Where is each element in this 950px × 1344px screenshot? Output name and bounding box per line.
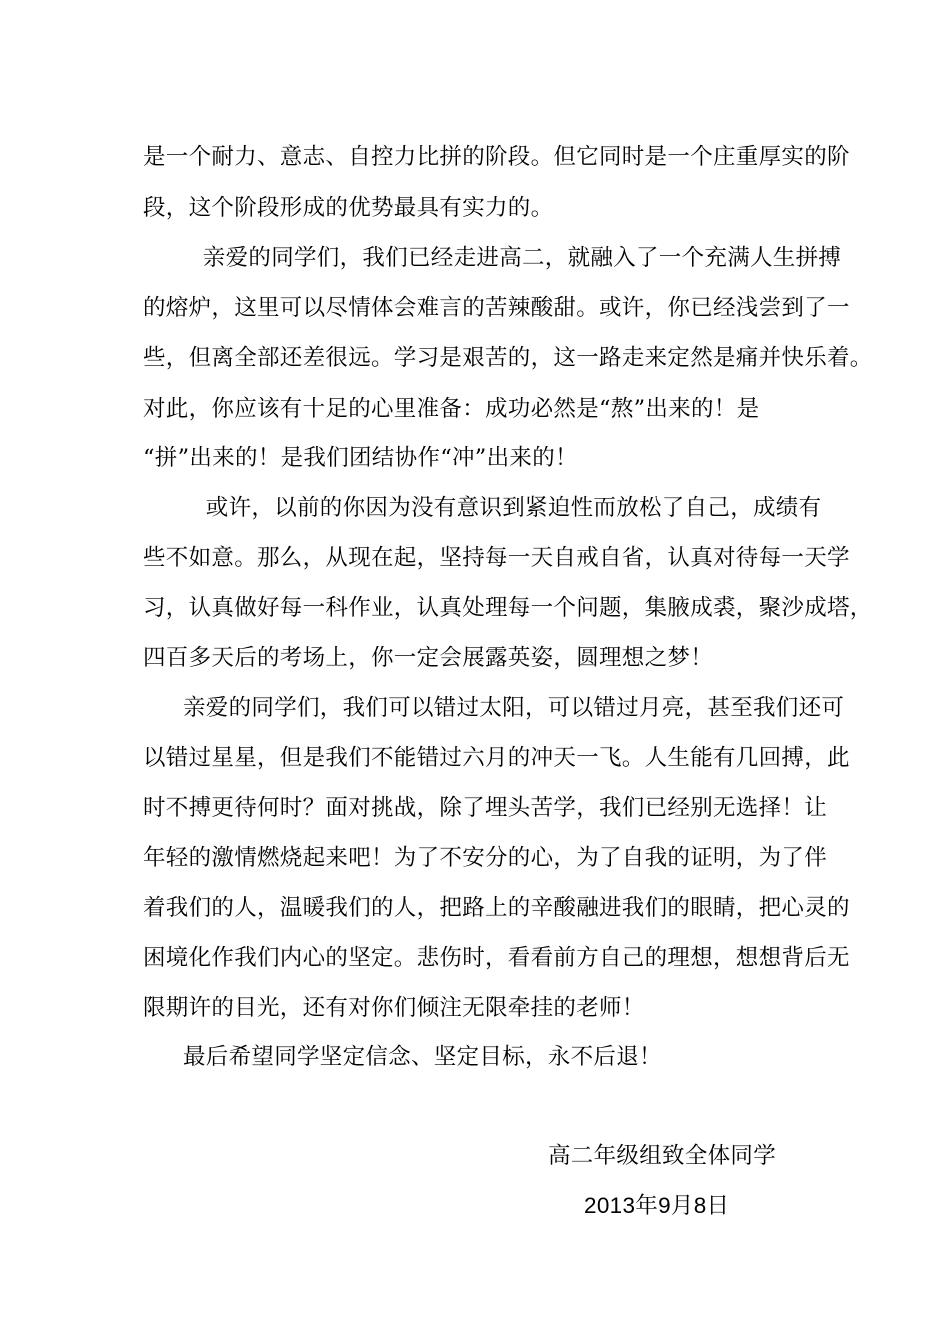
body-line-16: 着我们的人，温暖我们的人，把路上的辛酸融进我们的眼睛，把心灵的	[143, 895, 850, 921]
body-line-18: 限期许的目光，还有对你们倾注无限牵挂的老师！	[143, 995, 645, 1021]
body-line-17: 困境化作我们内心的坚定。悲伤时，看看前方自己的理想，想想背后无	[143, 945, 850, 971]
body-line-9: 些不如意。那么，从现在起，坚持每一天自戒自省，认真对待每一天学	[143, 545, 850, 571]
date-year-unit: 年	[635, 1193, 659, 1219]
body-line-6: 对此，你应该有十足的心里准备：成功必然是“熬”出来的！是	[143, 396, 760, 422]
date-month: 9	[658, 1193, 671, 1218]
date-day-unit: 日	[706, 1193, 730, 1219]
body-line-7: “拼”出来的！是我们团结协作“冲”出来的！	[143, 445, 578, 471]
body-line-14: 时不搏更待何时？面对挑战，除了埋头苦学，我们已经别无选择！让	[143, 795, 828, 821]
body-line-5: 些，但离全部还差很远。学习是艰苦的，这一路走来定然是痛并快乐着。	[143, 345, 873, 371]
body-line-8: 或许，以前的你因为没有意识到紧迫性而放松了自己，成绩有	[183, 495, 822, 521]
body-line-3: 亲爱的同学们，我们已经走进高二，就融入了一个充满人生拼搏	[180, 245, 842, 271]
date	[584, 1191, 814, 1221]
date-day: 8	[693, 1193, 707, 1218]
date-year: 2013	[584, 1193, 636, 1218]
body-line-15: 年轻的激情燃烧起来吧！为了不安分的心，为了自我的证明，为了伴	[143, 845, 828, 871]
signature: 高二年级组致全体同学	[548, 1143, 777, 1169]
body-line-2: 段，这个阶段形成的优势最具有实力的。	[143, 195, 554, 221]
body-line-12: 亲爱的同学们，我们可以错过太阳，可以错过月亮，甚至我们还可	[183, 695, 845, 721]
body-line-4: 的熔炉，这里可以尽情体会难言的苦辣酸甜。或许，你已经浅尝到了一	[143, 295, 850, 321]
body-line-13: 以错过星星，但是我们不能错过六月的冲天一飞。人生能有几回搏，此	[143, 745, 850, 771]
body-line-11: 四百多天后的考场上，你一定会展露英姿，圆理想之梦！	[143, 645, 714, 671]
body-line-1: 是一个耐力、意志、自控力比拼的阶段。但它同时是一个庄重厚实的阶	[143, 144, 850, 170]
date-month-unit: 月	[670, 1193, 694, 1219]
body-line-19: 最后希望同学坚定信念、坚定目标，永不后退！	[183, 1044, 662, 1070]
body-line-10: 习，认真做好每一科作业，认真处理每一个问题，集腋成裘，聚沙成塔，	[143, 595, 873, 621]
